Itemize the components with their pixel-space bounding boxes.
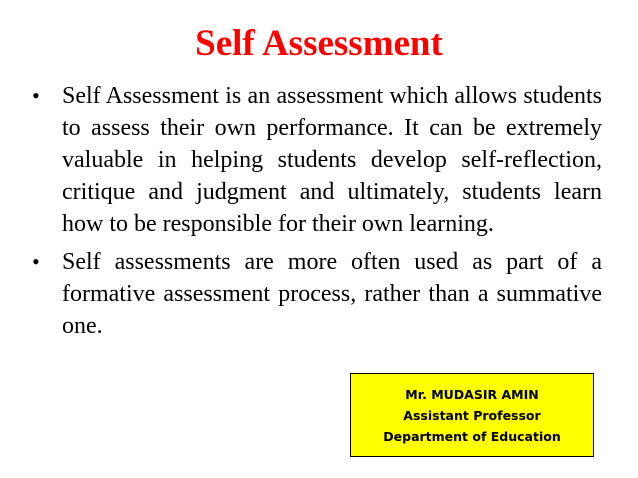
bullet-text: Self Assessment is an assessment which allows students to assess their own performance. It can be extremely valuable in helping students develop self-reflection, critique and judgment and ultimately, students learn how to be responsible for their own learning.	[62, 83, 602, 237]
bullet-marker: •	[32, 83, 40, 108]
author-credit-box	[350, 373, 594, 457]
slide-title: Self Assessment	[195, 23, 443, 64]
bullet-list	[30, 80, 602, 348]
author-department: Department of Education	[383, 428, 561, 444]
author-name: Mr. MUDASIR AMIN	[405, 386, 539, 402]
bullet-text: Self assessments are more often used as part of a formative assessment process, rather than a summative one.	[62, 249, 602, 339]
author-position: Assistant Professor	[403, 407, 541, 423]
bullet-item	[30, 246, 602, 342]
bullet-marker: •	[32, 249, 40, 274]
bullet-item	[30, 80, 602, 240]
